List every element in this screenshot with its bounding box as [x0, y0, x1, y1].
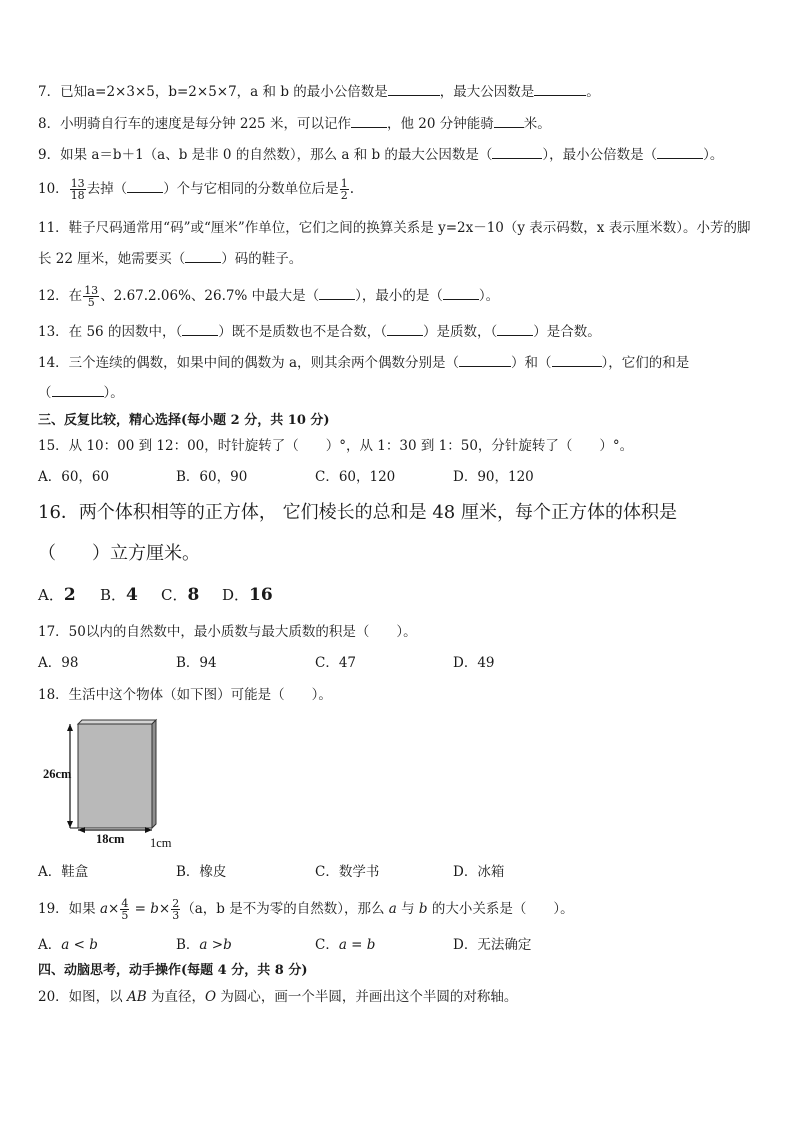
q19-text-mid: （a，b 是不为零的自然数），那么: [181, 901, 389, 917]
section-3-heading: 三、反复比较，精心选择(每小题 2 分，共 10 分): [38, 413, 330, 428]
answer-blank[interactable]: [492, 146, 542, 159]
denominator: 3: [172, 909, 180, 922]
option-d[interactable]: [453, 936, 531, 954]
numerator: 1: [340, 177, 348, 190]
q12-text: 12．在: [38, 288, 83, 304]
times-sign: ×: [158, 901, 171, 917]
height-label: 26cm: [43, 767, 72, 781]
denominator: 5: [87, 296, 95, 309]
option-letter: C．: [315, 937, 339, 953]
q13-text-mid: ）既不是质数也不是合数，（: [218, 324, 387, 340]
option-letter: A．: [38, 586, 64, 604]
option-d[interactable]: D．冰箱: [453, 864, 505, 880]
q20-text-mid: 为直径，: [146, 989, 205, 1005]
option-value: 16: [249, 585, 273, 605]
q12-text-mid2: ），最小的是（: [355, 288, 443, 304]
fraction: [171, 898, 180, 921]
q9-text-mid: ），最小公倍数是（: [542, 147, 658, 163]
option-letter: D．: [222, 586, 250, 604]
var-a: a: [99, 901, 109, 917]
answer-blank[interactable]: [552, 354, 602, 367]
answer-blank[interactable]: [387, 323, 423, 336]
box-top-face: [78, 720, 156, 724]
fraction: [340, 178, 349, 201]
option-b[interactable]: B．橡皮: [176, 864, 227, 880]
answer-blank[interactable]: [657, 146, 703, 159]
q12-text-end: ）。: [478, 288, 500, 304]
question-11-line-2: [38, 250, 302, 268]
option-letter: D．: [453, 937, 478, 953]
var-ab: AB: [126, 989, 147, 1005]
q7-text: 7．已知a=2×3×5，b=2×5×7，a 和 b 的最小公倍数是: [38, 84, 388, 100]
option-d[interactable]: [222, 586, 273, 604]
q10-text-end: .: [349, 181, 354, 197]
var-b: b: [150, 901, 159, 917]
q9-text-end: ）。: [703, 147, 724, 163]
box-front-face: [78, 724, 152, 828]
option-c[interactable]: [161, 586, 199, 604]
option-letter: C．: [161, 586, 188, 604]
question-18: 18．生活中这个物体（如下图）可能是（ ）。: [38, 687, 332, 703]
q20-text-end: 为圆心，画一个半圆，并画出这个半圆的对称轴。: [216, 989, 518, 1005]
answer-blank[interactable]: [388, 83, 440, 96]
answer-blank[interactable]: [319, 287, 355, 300]
option-c[interactable]: C．数学书: [315, 864, 380, 880]
q20-text: 20．如图，以: [38, 989, 127, 1005]
option-a[interactable]: [38, 936, 98, 954]
book-figure: [40, 716, 200, 856]
option-value: a >b: [199, 937, 232, 953]
question-11-line-1: 11．鞋子尺码通常用“码”或“厘米”作单位，它们之间的换算关系是 y=2x－10（y 表示码数，x 表示厘米数）。小芳的脚: [38, 220, 751, 236]
depth-label: 1cm: [150, 836, 172, 850]
q19-text-mid2: 与: [396, 901, 419, 917]
q7-text-mid: ，最大公因数是: [439, 84, 535, 100]
equals-sign: =: [130, 901, 151, 917]
q10-number: 10．: [38, 181, 69, 197]
width-label: 18cm: [96, 832, 125, 846]
q19-text-end: 的大小关系是（ ）。: [427, 901, 574, 917]
numerator: 4: [121, 897, 129, 910]
option-c[interactable]: [315, 936, 375, 954]
box-side-face: [152, 720, 156, 828]
question-16-line-2: （ ）立方厘米。: [38, 543, 200, 564]
q7-text-end: 。: [586, 84, 600, 100]
option-d[interactable]: D．90，120: [453, 469, 534, 485]
option-b[interactable]: B．94: [176, 655, 217, 671]
q10-text: 去掉（: [86, 181, 128, 197]
answer-blank[interactable]: [127, 180, 163, 193]
answer-blank[interactable]: [497, 323, 533, 336]
question-16-line-1: 16．两个体积相等的正方体， 它们棱长的总和是 48 厘米，每个正方体的体积是: [38, 502, 677, 523]
q19-text: 19．如果: [38, 901, 100, 917]
numerator: 2: [172, 897, 180, 910]
q14-text-end: ），它们的和是: [601, 355, 690, 371]
question-9: [38, 146, 723, 164]
option-value: a < b: [61, 937, 98, 953]
q9-text: 9．如果 a＝b＋1（a、b 是非 0 的自然数），那么 a 和 b 的最大公因数是（: [38, 147, 493, 163]
q13-text-end: ）是合数。: [533, 324, 601, 340]
question-17: 17．50以内的自然数中，最小质数与最大质数的积是（ ）。: [38, 624, 417, 640]
q8-text-mid: ，他 20 分钟能骑: [386, 116, 494, 132]
q13-text: 13．在 56 的因数中，（: [38, 324, 183, 340]
option-value: 4: [126, 585, 138, 605]
option-value: a = b: [338, 937, 376, 953]
question-20: [38, 988, 517, 1006]
option-value: 2: [63, 585, 76, 605]
q11-text: 长 22 厘米，她需要买（: [38, 251, 186, 267]
option-c[interactable]: C．60，120: [315, 469, 396, 485]
q14-text-mid: ）和（: [511, 355, 552, 371]
q12-text-mid: 、2.67.2.06%、26.7% 中最大是（: [100, 288, 320, 304]
question-14-line-2: [38, 384, 124, 402]
var-a: a: [388, 901, 397, 917]
answer-blank[interactable]: [185, 250, 221, 263]
option-letter: B．: [176, 937, 200, 953]
arrow-up-icon: [67, 724, 73, 731]
question-13: [38, 323, 601, 341]
var-o: O: [204, 989, 217, 1005]
q14-text: 14．三个连续的偶数，如果中间的偶数为 a，则其余两个偶数分别是（: [38, 355, 460, 371]
option-c[interactable]: C．47: [315, 655, 357, 671]
q14-text-end: ）。: [103, 385, 124, 401]
answer-blank[interactable]: [182, 323, 218, 336]
denominator: 18: [70, 189, 85, 202]
option-d[interactable]: D．49: [453, 655, 495, 671]
q8-text-end: 米。: [523, 116, 551, 132]
numerator: 13: [70, 177, 85, 190]
question-19: [38, 898, 574, 921]
question-15: 15．从 10：00 到 12：00，时针旋转了（ ）°，从 1：30 到 1：50，分针旋转了（ ）°。: [38, 438, 634, 454]
option-value: 无法确定: [477, 937, 532, 953]
option-b[interactable]: B．60，90: [176, 469, 248, 485]
q8-text: 8．小明骑自行车的速度是每分钟 225 米，可以记作: [38, 116, 351, 132]
question-10: [38, 178, 354, 201]
answer-blank[interactable]: [443, 287, 479, 300]
arrow-down-icon: [67, 821, 73, 828]
answer-blank[interactable]: [459, 354, 511, 367]
answer-blank[interactable]: [351, 115, 387, 128]
question-8: [38, 115, 551, 133]
answer-blank[interactable]: [534, 83, 586, 96]
times-sign: ×: [108, 901, 120, 917]
option-b[interactable]: [176, 936, 232, 954]
fraction: [83, 285, 99, 308]
numerator: 13: [84, 284, 99, 297]
option-b[interactable]: [100, 586, 138, 604]
question-7: [38, 83, 600, 101]
var-b: b: [418, 901, 428, 917]
option-a[interactable]: A．60，60: [38, 469, 110, 485]
section-4-heading: 四、动脑思考，动手操作(每题 4 分，共 8 分): [38, 963, 308, 978]
option-value: 8: [187, 585, 200, 605]
q13-text-mid2: ）是质数，（: [422, 324, 498, 340]
question-14-line-1: [38, 354, 689, 372]
denominator: 5: [121, 909, 129, 922]
option-letter: B．: [100, 586, 127, 604]
fraction: [120, 898, 129, 921]
option-a[interactable]: [38, 586, 76, 604]
fraction: [70, 178, 86, 201]
q14-text: （: [38, 385, 52, 401]
option-a[interactable]: A．98: [38, 655, 79, 671]
answer-blank[interactable]: [52, 384, 104, 397]
q10-text-mid: ）个与它相同的分数单位后是: [163, 181, 339, 197]
option-a[interactable]: A．鞋盒: [38, 864, 89, 880]
denominator: 2: [340, 189, 348, 202]
question-12: [38, 285, 499, 308]
q11-text-end: ）码的鞋子。: [221, 251, 303, 267]
answer-blank[interactable]: [494, 115, 524, 128]
option-letter: A．: [38, 937, 62, 953]
